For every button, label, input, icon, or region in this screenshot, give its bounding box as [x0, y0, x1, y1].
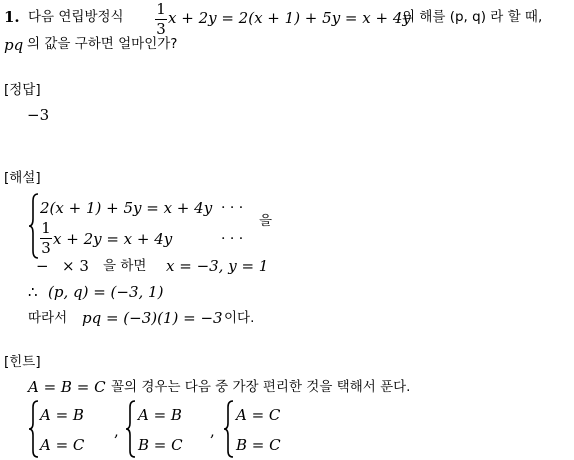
- hint-label: [힌트]: [4, 354, 41, 370]
- final-text-2: 이다.: [224, 310, 255, 326]
- system-equation-2-dots: · · ·: [221, 231, 244, 247]
- problem-equation: x + 2y = 2(x + 1) + 5y = x + 4y: [168, 9, 411, 27]
- problem-intro-text: 다음 연립방정식: [28, 9, 124, 25]
- hint-separator-2: ,: [210, 422, 215, 440]
- hint-separator-1: ,: [114, 422, 119, 440]
- hint-text: 꼴의 경우는 다음 중 가장 편리한 것을 택해서 푼다.: [111, 379, 411, 395]
- step-text: 을 하면: [103, 258, 147, 274]
- hint-system-2-eq1: A = B: [138, 406, 182, 424]
- hint-system-2-eq2: B = C: [138, 436, 183, 454]
- problem-fraction: 1 3: [156, 0, 166, 38]
- system-brace: [28, 193, 40, 259]
- hint-system-1-brace: [28, 400, 40, 458]
- therefore-symbol: ∴: [28, 283, 38, 301]
- hint-system-3-eq1: A = C: [236, 406, 281, 424]
- hint-system-3-eq2: B = C: [236, 436, 281, 454]
- hint-system-2-brace: [125, 400, 137, 458]
- problem-number: 1.: [4, 8, 20, 26]
- system-equation-1-dots: · · ·: [221, 200, 244, 216]
- hint-system-3-brace: [223, 400, 235, 458]
- step-minus: −: [36, 257, 49, 275]
- problem-question-text: 의 값을 구하면 얼마인가?: [27, 36, 178, 52]
- therefore-equation: (p, q) = (−3, 1): [48, 283, 164, 301]
- step-times: × 3: [62, 257, 89, 275]
- step-result: x = −3, y = 1: [166, 257, 269, 275]
- system-equation-1: 2(x + 1) + 5y = x + 4y: [40, 199, 213, 217]
- answer-value: −3: [27, 106, 50, 124]
- problem-condition-text: 의 해를 (p, q) 라 할 때,: [402, 9, 543, 25]
- system-suffix: 을: [259, 213, 273, 229]
- system-equation-2-fraction: 1 3: [41, 219, 51, 257]
- system-equation-2: x + 2y = x + 4y: [53, 230, 173, 248]
- hint-condition: A = B = C: [28, 378, 106, 396]
- hint-system-1-eq1: A = B: [40, 406, 84, 424]
- explanation-label: [해설]: [4, 170, 41, 186]
- answer-label: [정답]: [4, 82, 41, 98]
- problem-pq: pq: [4, 36, 24, 54]
- final-text-1: 따라서: [28, 310, 68, 326]
- hint-system-1-eq2: A = C: [40, 436, 85, 454]
- final-equation: pq = (−3)(1) = −3: [82, 309, 223, 327]
